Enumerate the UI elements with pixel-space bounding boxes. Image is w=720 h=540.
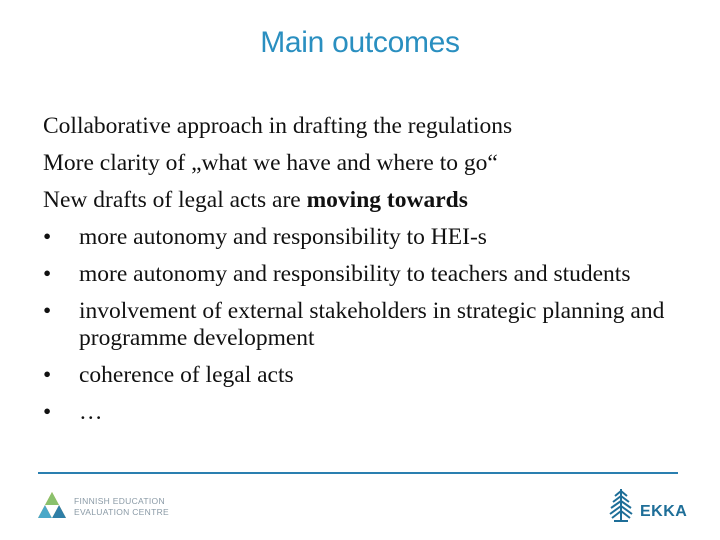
list-item — [43, 293, 683, 357]
list-item-text: involvement of external stakeholders in strategic planning and programme development — [79, 298, 665, 351]
body-line: More clarity of „what we have and where to go“ — [43, 150, 498, 176]
list-item — [43, 357, 683, 394]
body-line — [43, 182, 683, 219]
list-item — [43, 219, 683, 256]
body-line-text: New drafts of legal acts are — [43, 187, 307, 213]
list-item-text: more autonomy and responsibility to teachers and students — [79, 261, 631, 287]
finnish-education-evaluation-centre-logo-icon — [36, 490, 68, 522]
list-item — [43, 394, 683, 431]
bullet-marker: • — [43, 362, 52, 388]
slide-body — [43, 108, 683, 431]
body-line-emphasis: moving towards — [306, 187, 468, 213]
list-item-text: … — [79, 399, 103, 425]
bullet-marker: • — [43, 224, 52, 250]
bullet-marker: • — [43, 261, 52, 287]
list-item-text: coherence of legal acts — [79, 362, 294, 388]
ekka-logo-text: EKKA — [640, 503, 688, 520]
logo-text-line: FINNISH EDUCATION — [74, 496, 165, 506]
body-line: Collaborative approach in drafting the regulations — [43, 113, 513, 139]
footer-divider — [38, 472, 678, 474]
ekka-tree-icon — [606, 485, 636, 523]
list-item-text: more autonomy and responsibility to HEI-s — [79, 224, 487, 250]
finnish-education-evaluation-centre-logo-text — [74, 496, 169, 518]
slide-title: Main outcomes — [260, 26, 460, 59]
list-item — [43, 256, 683, 293]
bullet-marker: • — [43, 399, 52, 425]
bullet-marker: • — [43, 298, 52, 324]
logo-text-line: EVALUATION CENTRE — [74, 507, 169, 517]
